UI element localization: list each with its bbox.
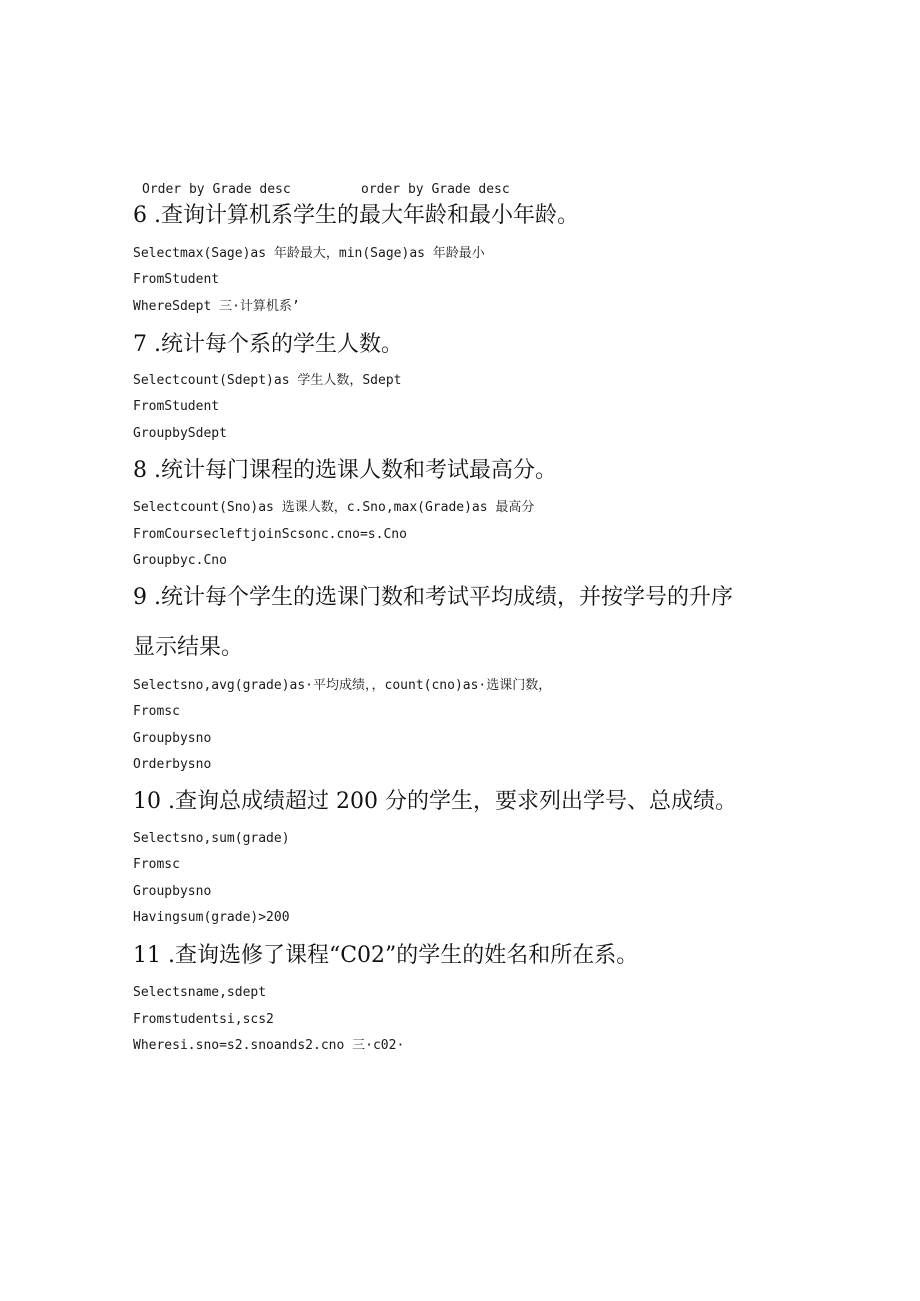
question-10-sql-line-2: Fromsc (133, 857, 180, 872)
question-10-sql-line-4: Havingsum(grade)>200 (133, 910, 290, 925)
order-by-line-right: order by Grade desc (361, 182, 510, 197)
question-9-sql-line-2: Fromsc (133, 704, 180, 719)
question-8-sql-line-2: FromCoursecleftjoinScsonc.cno=s.Cno (133, 527, 407, 542)
question-7-heading: 7 .统计每个系的学生人数。 (133, 332, 403, 357)
question-11-sql-line-3: Wheresi.sno=s2.snoands2.cno 三·c02· (133, 1038, 405, 1053)
question-6-sql-line-2: FromStudent (133, 272, 220, 287)
question-9-sql-line-4: Orderbysno (133, 757, 212, 772)
question-7-sql-line-1: Selectcount(Sdept)as 学生人数，Sdept (133, 373, 402, 388)
question-8-sql-line-3: Groupbyc.Cno (133, 553, 227, 568)
question-7-sql-line-3: GroupbySdept (133, 426, 227, 441)
question-11-heading: 11 .查询选修了课程“C02”的学生的姓名和所在系。 (133, 943, 639, 968)
question-9-sql-line-3: Groupbysno (133, 731, 212, 746)
question-8-sql-line-1: Selectcount(Sno)as 选课人数，c.Sno,max(Grade)as 最高分 (133, 500, 535, 515)
question-10-heading: 10 .查询总成绩超过 200 分的学生，要求列出学号、总成绩。 (133, 789, 737, 814)
question-7-sql-line-2: FromStudent (133, 399, 220, 414)
order-by-line-left: Order by Grade desc (142, 182, 291, 197)
question-6-sql-line-1: Selectmax(Sage)as 年龄最大，min(Sage)as 年龄最小 (133, 246, 485, 261)
question-10-sql-line-1: Selectsno,sum(grade) (133, 831, 290, 846)
question-11-sql-line-2: Fromstudentsi,scs2 (133, 1012, 274, 1027)
question-9-heading-line-2: 显示结果。 (133, 635, 244, 660)
question-11-sql-line-1: Selectsname,sdept (133, 985, 267, 1000)
question-6-sql-line-3: WhereSdept 三·计算机系’ (133, 299, 300, 314)
question-10-sql-line-3: Groupbysno (133, 884, 212, 899)
question-9-sql-line-1: Selectsno,avg(grade)as·平均成绩，，count(cno)as·选课门数， (133, 678, 552, 693)
question-9-heading-line-1: 9 .统计每个学生的选课门数和考试平均成绩，并按学号的升序 (133, 585, 733, 610)
question-6-heading: 6 .查询计算机系学生的最大年龄和最小年龄。 (133, 203, 579, 228)
question-8-heading: 8 .统计每门课程的选课人数和考试最高分。 (133, 458, 557, 483)
